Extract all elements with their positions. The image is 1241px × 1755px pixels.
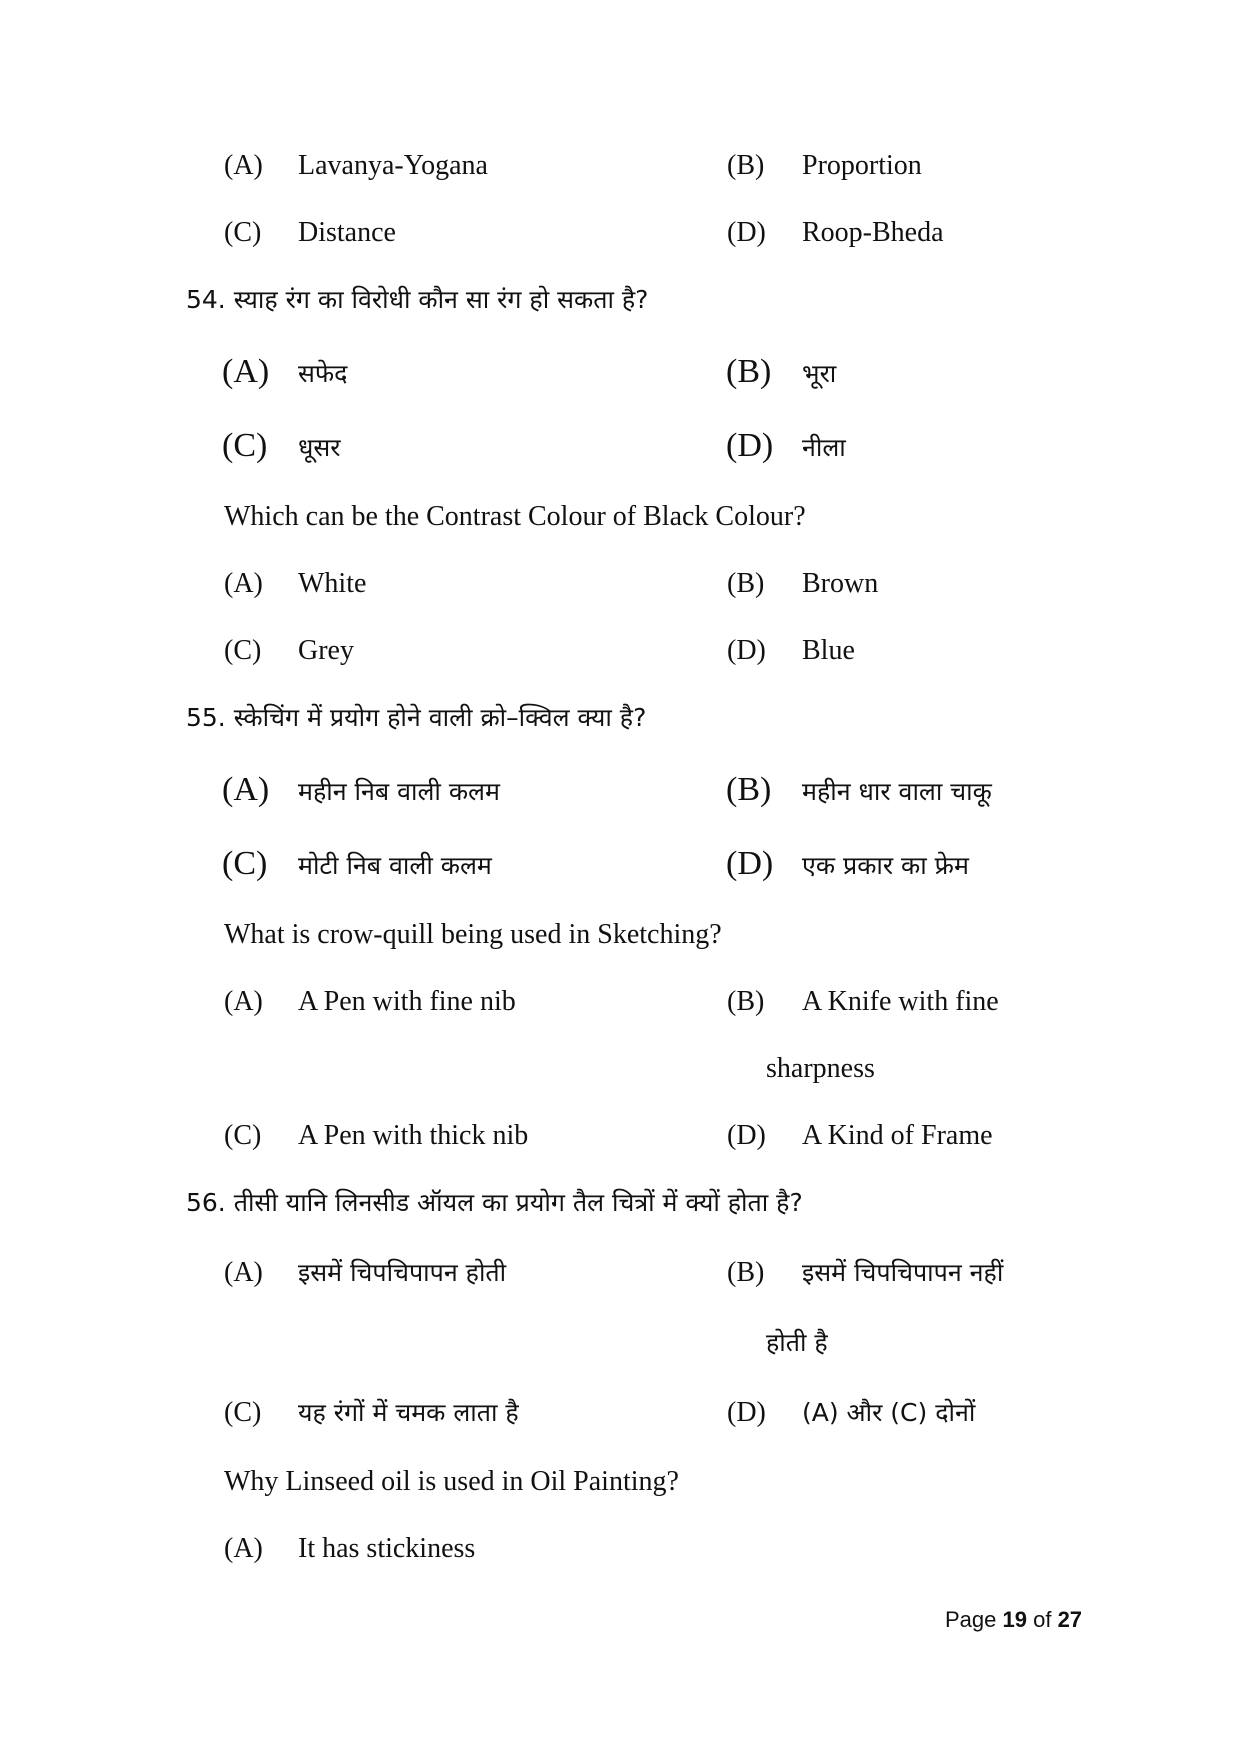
option-label: (C) xyxy=(222,427,268,464)
page-total: 27 xyxy=(1057,1607,1083,1632)
option-label: (D) xyxy=(727,635,766,666)
option-text: Distance xyxy=(298,217,396,248)
option-text: भूरा xyxy=(802,359,837,388)
question-54-english: Which can be the Contrast Colour of Black Colour? xyxy=(224,501,806,532)
option-text: White xyxy=(298,568,367,599)
option-label: (D) xyxy=(726,845,774,882)
option-text: Grey xyxy=(298,635,354,666)
option-label: (A) xyxy=(222,353,270,390)
option-label: (C) xyxy=(224,635,262,666)
option-text-continued: होती है xyxy=(766,1328,828,1357)
page-of: of xyxy=(1026,1607,1058,1632)
option-label: (B) xyxy=(726,353,772,390)
option-text: A Kind of Frame xyxy=(802,1120,993,1151)
option-label: (A) xyxy=(222,771,270,808)
option-text: धूसर xyxy=(298,433,341,462)
option-text: A Pen with thick nib xyxy=(298,1120,529,1151)
option-text: Blue xyxy=(802,635,855,666)
option-text: Lavanya-Yogana xyxy=(298,150,488,181)
option-label: (B) xyxy=(727,568,765,599)
option-text-continued: sharpness xyxy=(766,1053,875,1084)
option-label: (C) xyxy=(224,1397,262,1428)
option-text: (A) और (C) दोनों xyxy=(802,1398,976,1427)
option-text: A Pen with fine nib xyxy=(298,986,516,1017)
option-label: (B) xyxy=(726,771,772,808)
option-label: (B) xyxy=(727,986,765,1017)
option-text: महीन निब वाली कलम xyxy=(298,777,500,806)
option-label: (A) xyxy=(224,986,263,1017)
option-text: Proportion xyxy=(802,150,922,181)
option-label: (B) xyxy=(727,150,765,181)
option-text: एक प्रकार का फ्रेम xyxy=(802,851,969,880)
option-label: (A) xyxy=(224,1257,263,1288)
page-prefix: Page xyxy=(945,1607,1003,1632)
option-label: (D) xyxy=(727,217,766,248)
option-text: Roop-Bheda xyxy=(802,217,944,248)
option-text: मोटी निब वाली कलम xyxy=(298,851,492,880)
option-text: A Knife with fine xyxy=(802,986,999,1017)
option-label: (A) xyxy=(224,150,263,181)
question-56-hindi: 56. तीसी यानि लिनसीड ऑयल का प्रयोग तैल चित्रों में क्यों होता है? xyxy=(186,1188,803,1217)
question-54-hindi: 54. स्याह रंग का विरोधी कौन सा रंग हो सकता है? xyxy=(186,285,649,314)
option-text: Brown xyxy=(802,568,879,599)
option-label: (A) xyxy=(224,1533,263,1564)
option-label: (B) xyxy=(727,1257,765,1288)
page-current: 19 xyxy=(1002,1607,1027,1632)
option-text: इसमें चिपचिपापन होती xyxy=(298,1258,507,1287)
option-label: (D) xyxy=(727,1397,766,1428)
option-label: (A) xyxy=(224,568,263,599)
option-text: महीन धार वाला चाकू xyxy=(802,777,992,806)
question-55-hindi: 55. स्केचिंग में प्रयोग होने वाली क्रो–क्विल क्या है? xyxy=(186,703,647,732)
question-55-english: What is crow-quill being used in Sketching? xyxy=(224,919,722,950)
option-text: यह रंगों में चमक लाता है xyxy=(298,1398,519,1427)
option-text: सफेद xyxy=(298,359,348,388)
option-text: It has stickiness xyxy=(298,1533,476,1564)
page-footer xyxy=(945,1607,1082,1633)
option-label: (D) xyxy=(726,427,774,464)
option-label: (C) xyxy=(222,845,268,882)
option-label: (C) xyxy=(224,217,262,248)
question-56-english: Why Linseed oil is used in Oil Painting? xyxy=(224,1466,679,1497)
option-label: (D) xyxy=(727,1120,766,1151)
option-label: (C) xyxy=(224,1120,262,1151)
option-text: इसमें चिपचिपापन नहीं xyxy=(802,1258,1004,1287)
option-text: नीला xyxy=(802,433,846,462)
